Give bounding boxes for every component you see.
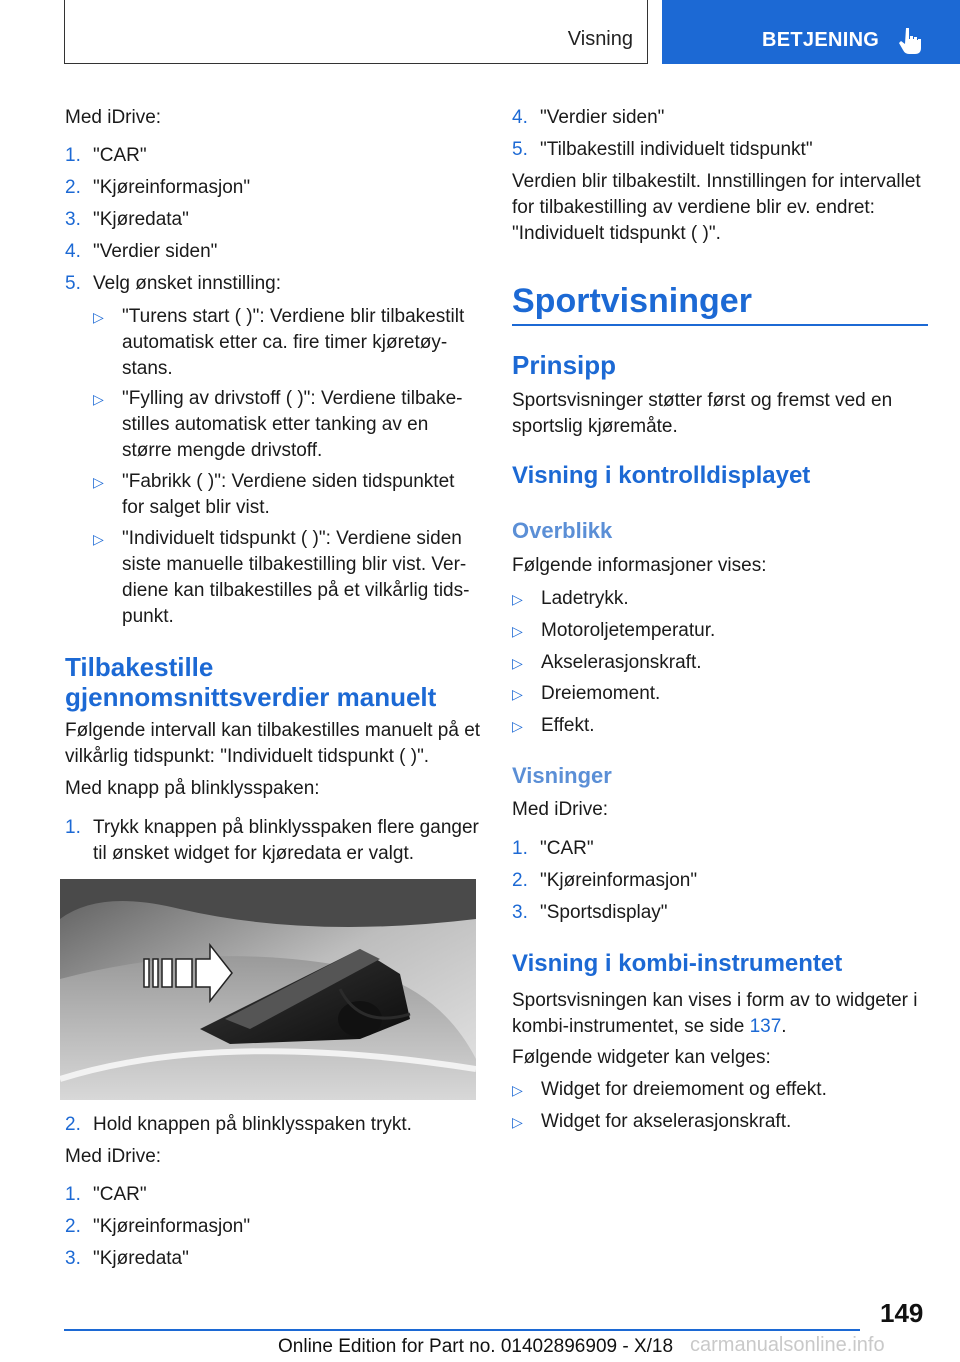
triangle-bullet-icon: ▷ <box>93 309 104 325</box>
intro-text: Med iDrive: <box>512 799 609 820</box>
section-heading: gjennomsnittsverdier manuelt <box>65 682 437 712</box>
step-number: 2. <box>65 177 81 198</box>
footer-edition: Online Edition for Part no. 01402896909 - X/18 <box>278 1336 674 1357</box>
step-number: 2. <box>65 1216 81 1237</box>
paragraph-line: vilkårlig tidspunkt: "Individuelt tidspunkt ( )". <box>65 746 430 767</box>
header-chapter-tab[interactable] <box>662 0 960 64</box>
bullet-text: Dreiemoment. <box>541 683 661 704</box>
chapter-title: BETJENING <box>762 29 880 51</box>
page-reference-link[interactable]: 137 <box>749 1016 782 1037</box>
section-heading: Visning i kontrolldisplayet <box>512 462 811 489</box>
triangle-bullet-icon: ▷ <box>512 623 523 639</box>
section-heading: Tilbakestille <box>65 652 214 682</box>
bullet-text: Akselerasjonskraft. <box>541 652 702 673</box>
footer-rule <box>64 1329 860 1331</box>
triangle-bullet-icon: ▷ <box>512 718 523 734</box>
paragraph-text: . <box>781 1016 787 1037</box>
step-text: "CAR" <box>93 145 147 166</box>
bullet-text: Ladetrykk. <box>541 588 629 609</box>
step-number: 1. <box>65 145 81 166</box>
watermark: carmanualsonline.info <box>690 1334 885 1356</box>
triangle-bullet-icon: ▷ <box>512 1082 523 1098</box>
section-heading: Visning i kombi-instrumentet <box>512 950 843 977</box>
step-number: 2. <box>65 1114 81 1135</box>
step-number: 4. <box>65 241 81 262</box>
page-number: 149 <box>880 1298 924 1328</box>
bullet-text: Widget for akselerasjonskraft. <box>541 1111 792 1132</box>
paragraph-line <box>512 1014 787 1040</box>
header-section-box <box>64 0 648 64</box>
heading-underline <box>512 324 928 326</box>
chapter-heading: Sportvisninger <box>512 282 752 320</box>
step-text: "Sportsdisplay" <box>540 902 668 923</box>
bullet-line: "Fabrikk ( )": Verdiene siden tidspunktet <box>122 471 455 492</box>
paragraph-line: sportslig kjøremåte. <box>512 416 678 437</box>
triangle-bullet-icon: ▷ <box>512 591 523 607</box>
bullet-text: Motoroljetemperatur. <box>541 620 716 641</box>
step-text: "CAR" <box>540 838 594 859</box>
step-number: 3. <box>65 1248 81 1269</box>
step-text: "CAR" <box>93 1184 147 1205</box>
paragraph-line: Sportsvisninger støtter først og fremst ved en <box>512 390 893 411</box>
bullet-line: automatisk etter ca. fire timer kjøretøy- <box>122 332 448 353</box>
paragraph-line: Følgende intervall kan tilbakestilles manuelt på et <box>65 720 481 741</box>
step-number: 1. <box>512 838 528 859</box>
step-text: Trykk knappen på blinklysspaken flere ganger <box>93 817 479 838</box>
stalk-button-illustration <box>60 879 476 1100</box>
step-number: 2. <box>512 870 528 891</box>
step-number: 5. <box>512 139 528 160</box>
paragraph-line: Sportsvisningen kan vises i form av to widgeter i <box>512 990 918 1011</box>
step-text: Velg ønsket innstilling: <box>93 273 281 294</box>
triangle-bullet-icon: ▷ <box>512 686 523 702</box>
step-text: "Verdier siden" <box>540 107 665 128</box>
paragraph: Med knapp på blinklysspaken: <box>65 778 320 799</box>
bullet-line: stans. <box>122 358 173 379</box>
step-number: 3. <box>65 209 81 230</box>
step-number: 1. <box>65 817 81 838</box>
paragraph: Følgende informasjoner vises: <box>512 555 767 576</box>
paragraph: Følgende widgeter kan velges: <box>512 1047 771 1068</box>
bullet-line: punkt. <box>122 606 174 627</box>
section-heading: Prinsipp <box>512 350 617 380</box>
bullet-line: siste manuelle tilbakestilling blir vist. Ver- <box>122 554 467 575</box>
step-number: 5. <box>65 273 81 294</box>
triangle-bullet-icon: ▷ <box>93 391 104 407</box>
paragraph-line: "Individuelt tidspunkt ( )". <box>512 223 721 244</box>
triangle-bullet-icon: ▷ <box>93 474 104 490</box>
step-text: "Kjøreinformasjon" <box>93 177 251 198</box>
paragraph-line: for tilbakestilling av verdiene blir ev. endret: <box>512 197 875 218</box>
bullet-line: større mengde drivstoff. <box>122 440 323 461</box>
step-text: "Tilbakestill individuelt tidspunkt" <box>540 139 813 160</box>
paragraph-text: kombi-instrumentet, se side <box>512 1016 750 1037</box>
paragraph-line: Verdien blir tilbakestilt. Innstillingen for intervallet <box>512 171 921 192</box>
subsection-heading: Overblikk <box>512 518 613 543</box>
triangle-bullet-icon: ▷ <box>512 655 523 671</box>
step-text: til ønsket widget for kjøredata er valgt. <box>93 843 415 864</box>
bullet-line: stilles automatisk etter tanking av en <box>122 414 429 435</box>
intro-text: Med iDrive: <box>65 1146 162 1167</box>
subsection-heading: Visninger <box>512 763 612 788</box>
bullet-text: Widget for dreiemoment og effekt. <box>541 1079 827 1100</box>
bullet-line: diene kan tilbakestilles på et vilkårlig tids- <box>122 580 470 601</box>
step-text: "Verdier siden" <box>93 241 218 262</box>
step-text: "Kjøreinformasjon" <box>93 1216 251 1237</box>
bullet-line: "Individuelt tidspunkt ( )": Verdiene siden <box>122 528 462 549</box>
step-number: 3. <box>512 902 528 923</box>
step-number: 1. <box>65 1184 81 1205</box>
bullet-text: Effekt. <box>541 715 595 736</box>
section-title: Visning <box>567 28 633 50</box>
bullet-line: for salget blir vist. <box>122 497 270 518</box>
intro-text: Med iDrive: <box>65 107 162 128</box>
triangle-bullet-icon: ▷ <box>512 1114 523 1130</box>
bullet-line: "Turens start ( )": Verdiene blir tilbakestilt <box>122 306 465 327</box>
step-text: "Kjøreinformasjon" <box>540 870 698 891</box>
step-text: "Kjøredata" <box>93 209 189 230</box>
step-number: 4. <box>512 107 528 128</box>
step-text: "Kjøredata" <box>93 1248 189 1269</box>
triangle-bullet-icon: ▷ <box>93 531 104 547</box>
hand-pointer-icon <box>898 26 924 54</box>
bullet-line: "Fylling av drivstoff ( )": Verdiene tilbake- <box>122 388 463 409</box>
step-text: Hold knappen på blinklysspaken trykt. <box>93 1114 412 1135</box>
